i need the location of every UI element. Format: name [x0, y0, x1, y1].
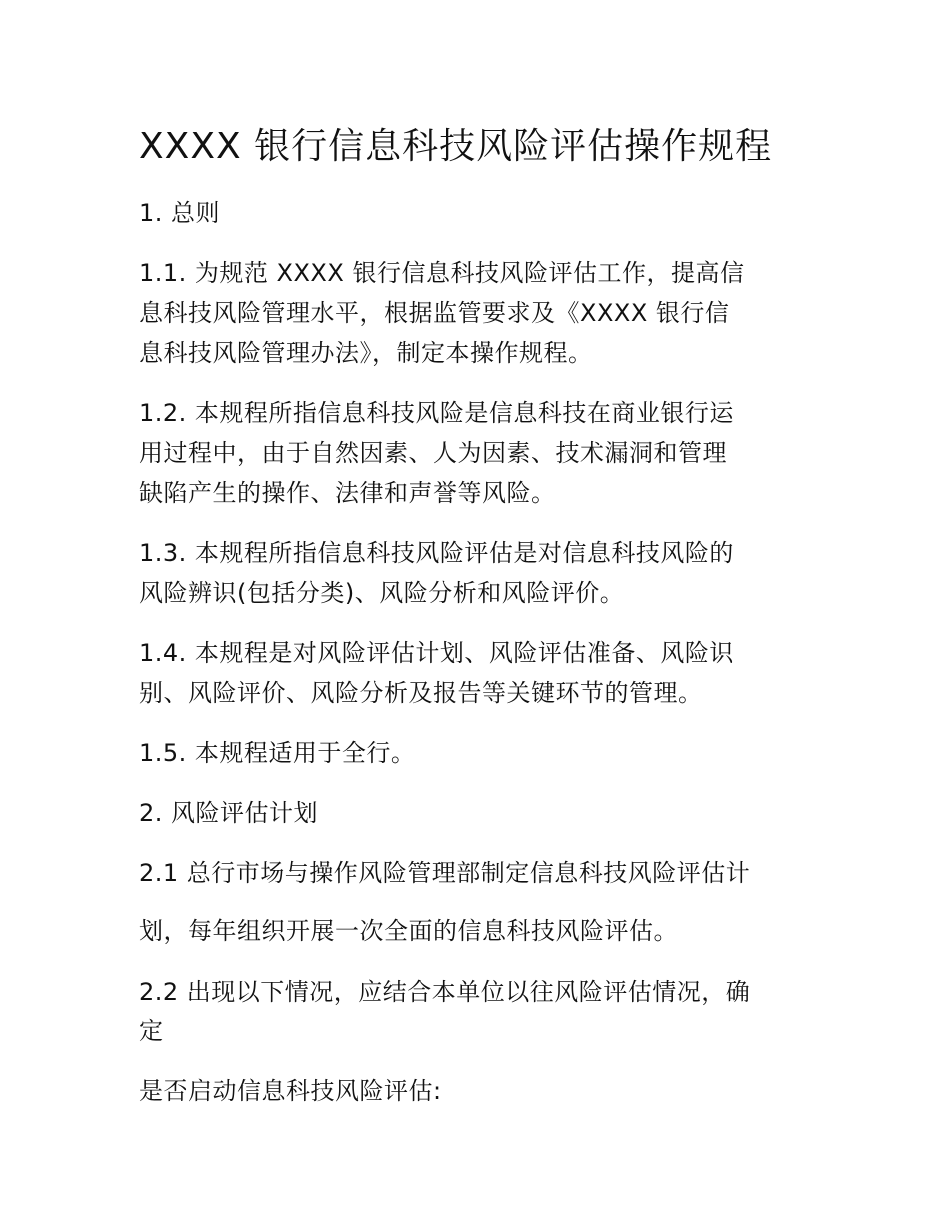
paragraph-line: 1.2. 本规程所指信息科技风险是信息科技在商业银行运 [139, 399, 734, 427]
document-title: XXXX 银行信息科技风险评估操作规程 [139, 126, 773, 167]
paragraph-line: 1.1. 为规范 XXXX 银行信息科技风险评估工作，提高信 [139, 259, 745, 287]
paragraph-line: 息科技风险管理办法》，制定本操作规程。 [139, 339, 593, 367]
paragraph-line: 用过程中，由于自然因素、人为因素、技术漏洞和管理 [139, 439, 727, 467]
paragraph-line: 风险辨识(包括分类)、风险分析和风险评价。 [139, 579, 625, 607]
paragraph-line: 2.1 总行市场与操作风险管理部制定信息科技风险评估计 [139, 859, 751, 887]
paragraph-line: 缺陷产生的操作、法律和声誉等风险。 [139, 479, 556, 507]
paragraph-line: 息科技风险管理水平，根据监管要求及《XXXX 银行信 [139, 299, 730, 327]
paragraph-line: 定 [139, 1017, 164, 1045]
paragraph-line: 别、风险评价、风险分析及报告等关键环节的管理。 [139, 679, 703, 707]
paragraph-line: 1.3. 本规程所指信息科技风险评估是对信息科技风险的 [139, 539, 734, 567]
paragraph-line: 1.4. 本规程是对风险评估计划、风险评估准备、风险识 [139, 639, 734, 667]
paragraph-line: 是否启动信息科技风险评估: [139, 1077, 442, 1105]
section-heading-1: 1. 总则 [139, 199, 221, 227]
paragraph-line: 1.5. 本规程适用于全行。 [139, 739, 416, 767]
paragraph-line: 2.2 出现以下情况，应结合本单位以往风险评估情况，确 [139, 978, 751, 1006]
paragraph-line: 划，每年组织开展一次全面的信息科技风险评估。 [139, 917, 678, 945]
section-heading-2: 2. 风险评估计划 [139, 799, 319, 827]
